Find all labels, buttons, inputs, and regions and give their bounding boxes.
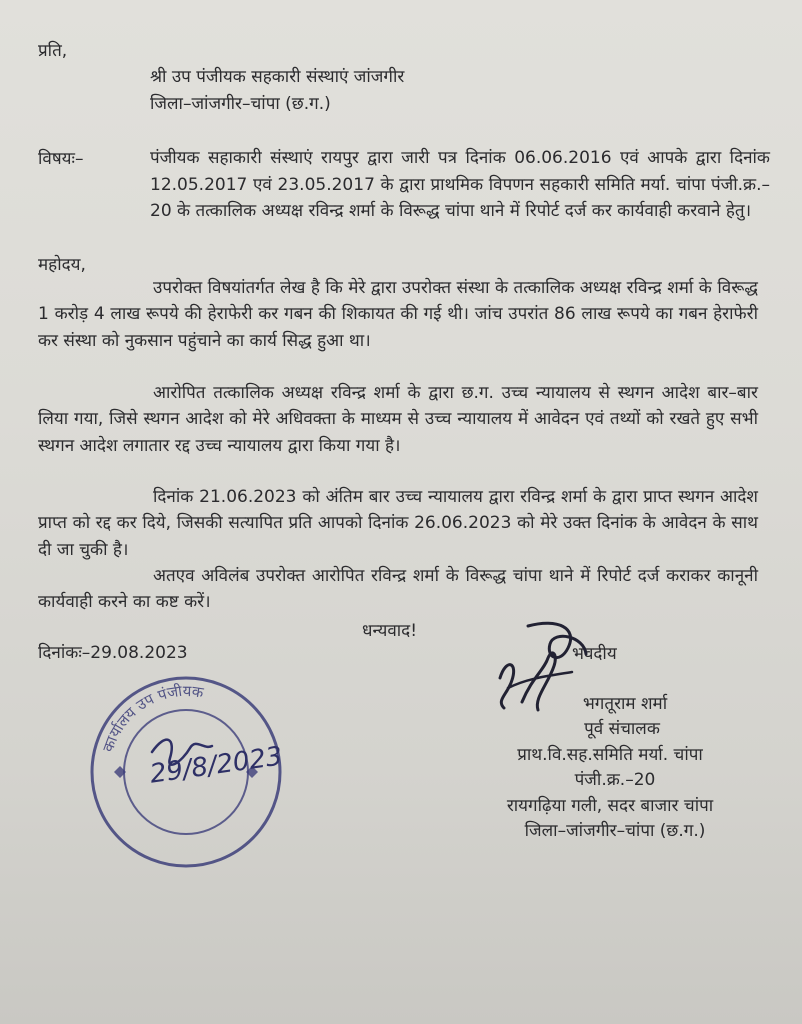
sender-name: भगतूराम शर्मा <box>582 694 668 714</box>
sender-address-2: जिला–जांजगीर–चांपा (छ.ग.) <box>524 821 706 842</box>
recipient-line-2: जिला–जांजगीर–चांपा (छ.ग.) <box>150 94 331 114</box>
sender-block <box>450 692 770 844</box>
recipient-line-1: श्री उप पंजीयक सहकारी संस्थाएं जांजगीर <box>150 67 405 87</box>
paragraph-1: उपरोक्त विषयांतर्गत लेख है कि मेरे द्वारा उपरोक्त संस्था के तत्कालिक अध्यक्ष रविन्द्र शर्मा के विरूद्ध 1 करोड़ 4 लाख रूपये की हेराफेरी कर गबन की शिकायत की गई थी। जांच उपरांत 86 लाख रूपये का गबन हेराफेरी कर संस्था को नुकसान पहुंचाने का कार्य सिद्ध हुआ था। <box>38 278 758 351</box>
stamp-handwritten-date: 29/8/2023 <box>148 741 285 790</box>
stamp-ring-text: कार्यालय उप पंजीयक <box>98 681 205 755</box>
sign-off: भवदीय <box>572 644 617 664</box>
subject-text: पंजीयक सहाकारी संस्थाएं रायपुर द्वारा जारी पत्र दिनांक 06.06.2016 एवं आपके द्वारा दिनांक 12.05.2017 एवं 23.05.2017 के द्वारा प्राथमिक विपणन सहकारी समिति मर्या. चांपा पंजी.क्र.–20 के तत्कालिक अध्यक्ष रविन्द्र शर्मा के विरूद्ध चांपा थाने में रिपोर्ट दर्ज कर कार्यवाही करवाने हेतु। <box>150 148 770 222</box>
salutation-to: प्रति, <box>38 41 68 61</box>
greeting: महोदय, <box>38 255 86 275</box>
sender-designation: पूर्व संचालक <box>584 719 660 740</box>
sender-org: प्राथ.वि.सह.समिति मर्या. चांपा <box>517 744 703 765</box>
paragraph-3: दिनांक 21.06.2023 को अंतिम बार उच्च न्यायालय द्वारा रविन्द्र शर्मा के द्वारा प्राप्त स्थगन आदेश प्राप्त को रद्द कर दिये, जिसकी सत्यापित प्रति आपको दिनांक 26.06.2023 को मेरे उक्त दिनांक के आवेदन के साथ दी जा चुकी है। <box>38 487 758 560</box>
sender-address-1: रायगढ़िया गली, सदर बाजार चांपा <box>506 795 714 816</box>
date-line: दिनांकः–29.08.2023 <box>38 643 188 663</box>
sender-reg-no: पंजी.क्र.–20 <box>574 770 656 791</box>
paragraph-2: आरोपित तत्कालिक अध्यक्ष रविन्द्र शर्मा के द्वारा छ.ग. उच्च न्यायालय से स्थगन आदेश बार–बार लिया गया, जिसे स्थगन आदेश को मेरे अधिवक्ता के माध्यम से उच्च न्यायालय में आवेदन एवं तथ्यों को रखते हुए सभी स्थगन आदेश लगातार रद्द उच्च न्यायालय द्वारा किया गया है। <box>38 383 758 456</box>
paragraph-4: अतएव अविलंब उपरोक्त आरोपित रविन्द्र शर्मा के विरूद्ध चांपा थाने में रिपोर्ट दर्ज कराकर कानूनी कार्यवाही करने का कष्ट करें। <box>38 566 758 613</box>
thanks-text: धन्यवाद! <box>362 621 418 641</box>
subject-label: विषयः– <box>38 149 84 169</box>
